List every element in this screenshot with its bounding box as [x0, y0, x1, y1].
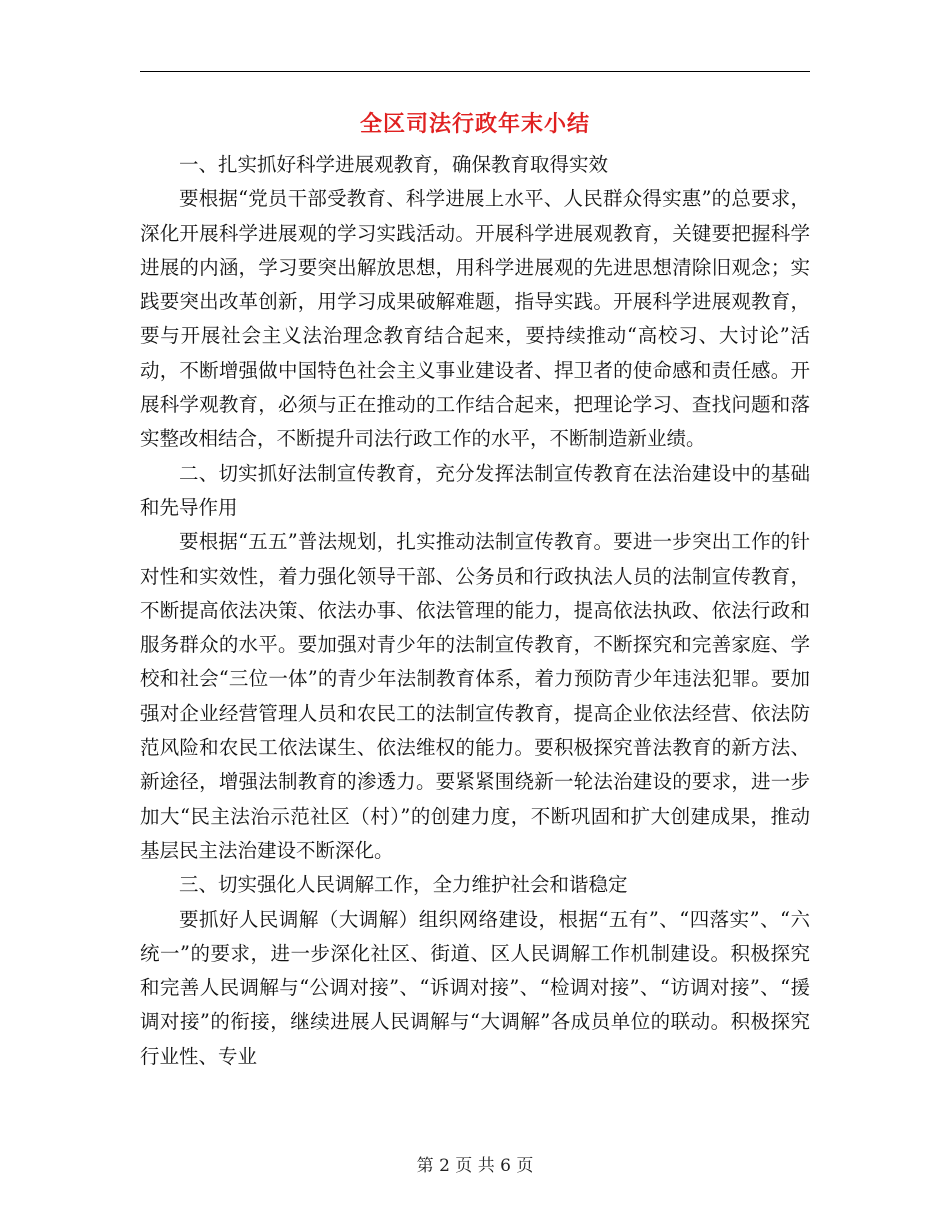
- body-paragraph-2: 要根据“五五”普法规划，扎实推动法制宣传教育。要进一步突出工作的针对性和实效性，着力强化领导干部、公务员和行政执法人员的法制宣传教育，不断提高依法决策、依法办事、依法管理的能力，提高依法执政、依法行政和服务群众的水平。要加强对青少年的法制宣传教育，不断探究和完善家庭、学校和社会“三位一体”的青少年法制教育体系，着力预防青少年违法犯罪。要加强对企业经营管理人员和农民工的法制宣传教育，提高企业依法经营、依法防范风险和农民工依法谋生、依法维权的能力。要积极探究普法教育的新方法、新途径，增强法制教育的渗透力。要紧紧围绕新一轮法治建设的要求，进一步加大“民主法治示范社区（村）”的创建力度，不断巩固和扩大创建成果，推动基层民主法治建设不断深化。: [140, 530, 810, 862]
- body-paragraph-3: 要抓好人民调解（大调解）组织网络建设，根据“五有”、“四落实”、“六统一”的要求，进一步深化社区、街道、区人民调解工作机制建设。积极探究和完善人民调解与“公调对接”、“诉调对接”、“检调对接”、“访调对接”、“援调对接”的衔接，继续进展人民调解与“大调解”各成员单位的联动。积极探究行业性、专业: [140, 907, 810, 1068]
- body-paragraph-1: 要根据“党员干部受教育、科学进展上水平、人民群众得实惠”的总要求，深化开展科学进展观的学习实践活动。开展科学进展观教育，关键要把握科学进展的内涵，学习要突出解放思想，用科学进展观的先进思想清除旧观念；实践要突出改革创新，用学习成果破解难题，指导实践。开展科学进展观教育，要与开展社会主义法治理念教育结合起来，要持续推动“高校习、大讨论”活动，不断增强做中国特色社会主义事业建设者、捍卫者的使命感和责任感。开展科学观教育，必须与正在推动的工作结合起来，把理论学习、查找问题和落实整改相结合，不断提升司法行政工作的水平，不断制造新业绩。: [140, 187, 810, 451]
- section-heading-1: 一、扎实抓好科学进展观教育，确保教育取得实效: [179, 153, 609, 176]
- section-heading-3: 三、切实强化人民调解工作，全力维护社会和谐稳定: [179, 873, 628, 897]
- section-heading-2: 二、切实抓好法制宣传教育，充分发挥法制宣传教育在法治建设中的基础和先导作用: [140, 461, 810, 519]
- document-body: [140, 148, 810, 1074]
- header-rule: [140, 71, 810, 72]
- page-title: 全区司法行政年末小结: [359, 111, 590, 137]
- page-number: 第 2 页 共 6 页: [416, 1156, 534, 1176]
